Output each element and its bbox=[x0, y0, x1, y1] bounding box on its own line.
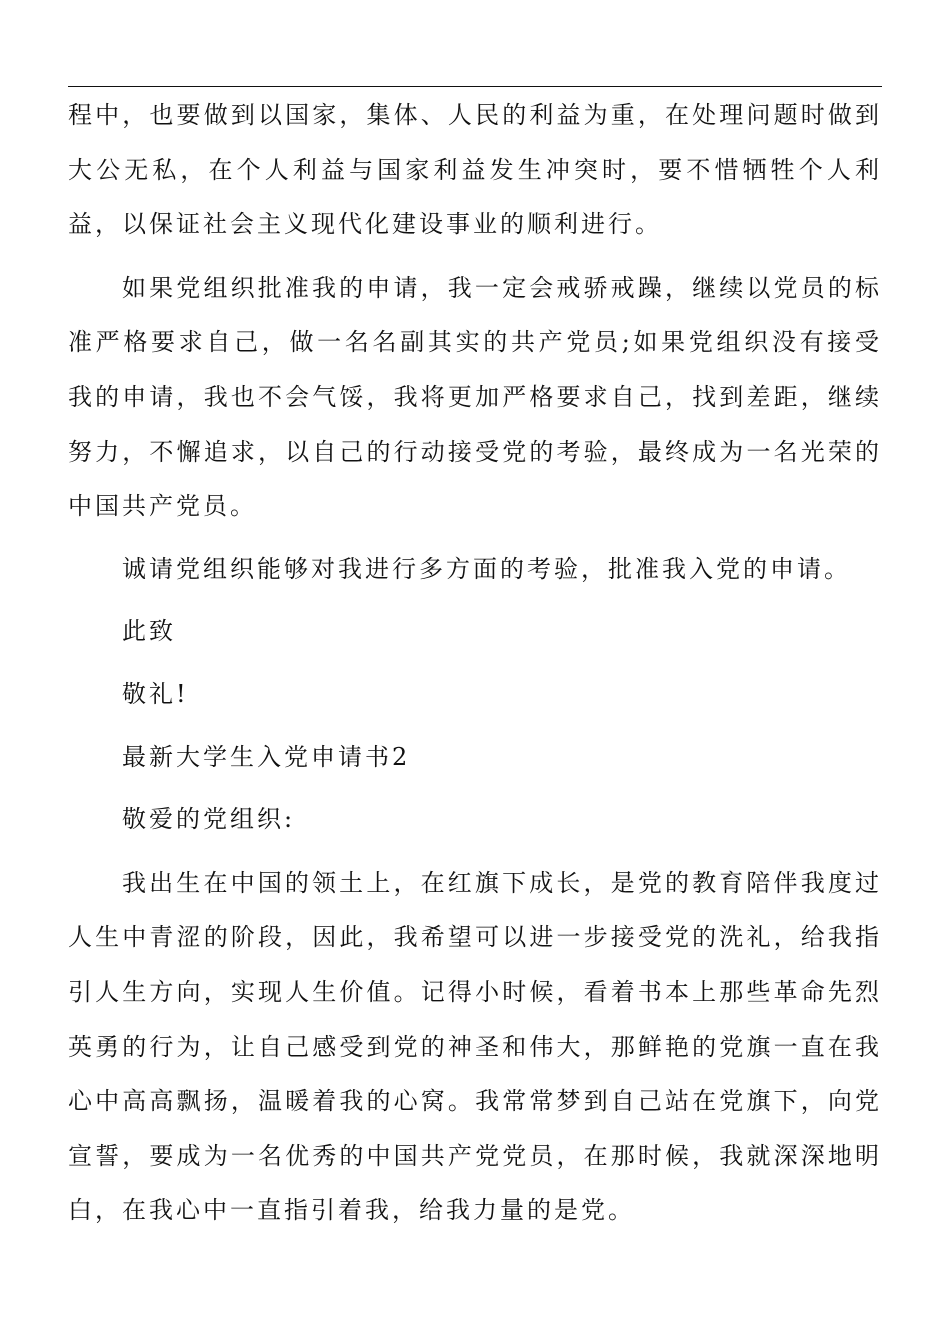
paragraph-pledge: 如果党组织批准我的申请，我一定会戒骄戒躁，继续以党员的标准严格要求自己，做一名名副其实的共产党员;如果党组织没有接受我的申请，我也不会气馁，我将更加严格要求自己，找到差距，继续努力，不懈追求，以自己的行动接受党的考验，最终成为一名光荣的中国共产党员。 bbox=[68, 273, 882, 521]
paragraph-intro: 我出生在中国的领土上，在红旗下成长，是党的教育陪伴我度过人生中青涩的阶段，因此，我希望可以进一步接受党的洗礼，给我指引人生方向，实现人生价值。记得小时候，看着书本上那些革命先烈英勇的行为，让自己感受到党的神圣和伟大，那鲜艳的党旗一直在我心中高高飘扬，温暖着我的心窝。我常常梦到自己站在党旗下，向党宣誓，要成为一名优秀的中国共产党党员，在那时候，我就深深地明白，在我心中一直指引着我，给我力量的是党。 bbox=[68, 868, 882, 1225]
letter-greeting: 敬爱的党组织: bbox=[122, 805, 296, 834]
closing-regards: 敬礼! bbox=[122, 679, 189, 708]
paragraph-continuation: 程中，也要做到以国家，集体、人民的利益为重，在处理问题时做到大公无私，在个人利益与国家利益发生冲突时，要不惜牺牲个人利益，以保证社会主义现代化建设事业的顺利进行。 bbox=[68, 101, 882, 239]
section-title: 最新大学生入党申请书2 bbox=[122, 742, 411, 771]
paragraph-request: 诚请党组织能够对我进行多方面的考验，批准我入党的申请。 bbox=[122, 554, 851, 583]
closing-salutation: 此致 bbox=[122, 617, 176, 646]
header-rule bbox=[68, 86, 882, 87]
document-body bbox=[68, 88, 882, 1238]
